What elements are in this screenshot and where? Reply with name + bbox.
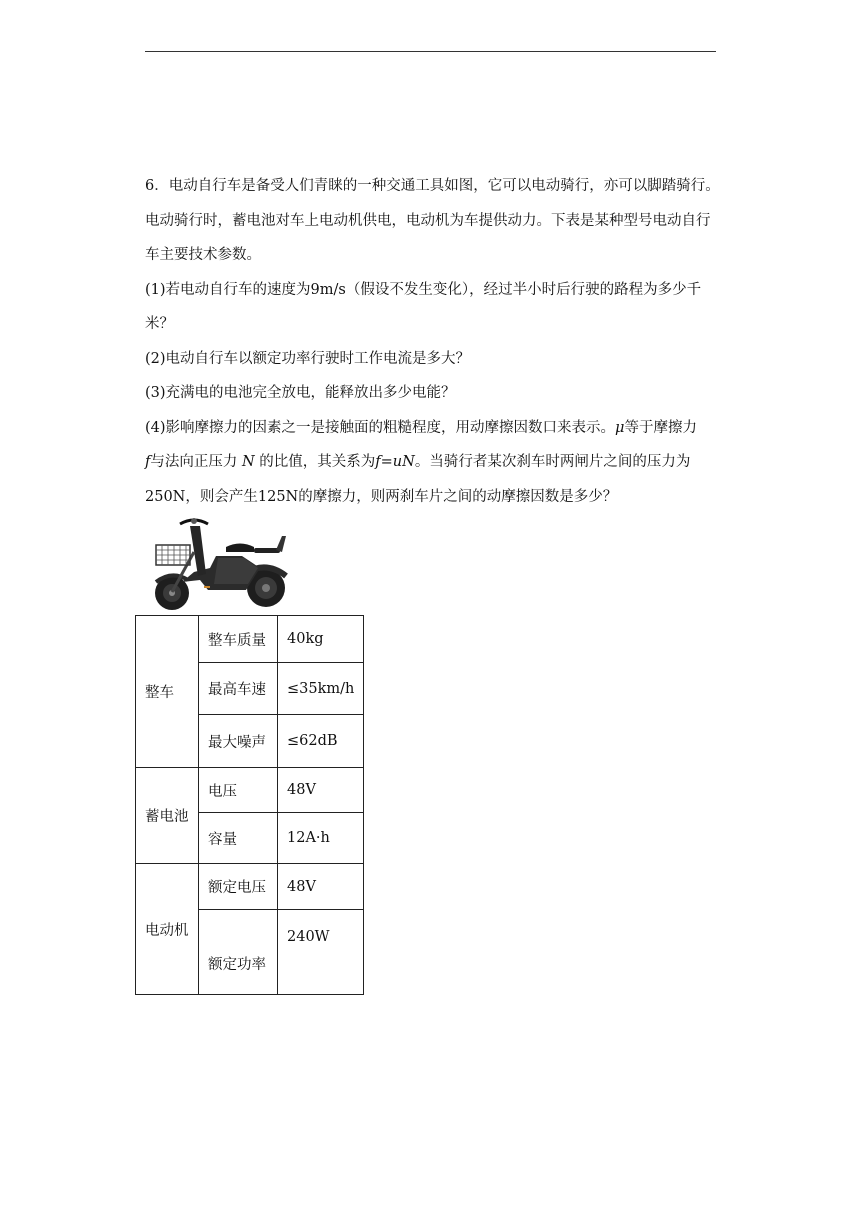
q4-part-e: 。当骑行者某次刹车时两闸片之间的压力为250N，则会产生125N的摩擦力，则两刹车片之间的动摩擦因数是多少？ [145,454,691,505]
spec-table [135,615,364,995]
group-cell: 整车 [136,616,199,768]
param-cell: 容量 [199,813,278,864]
q4-part-b: 等于摩擦力 [624,419,697,436]
table-row [136,768,364,813]
value-cell: 12A·h [278,813,364,864]
value-cell: ≤35km/h [278,663,364,715]
value-cell: ≤62dB [278,715,364,768]
q4-part-a: (4)影响摩擦力的因素之一是接触面的粗糙程度，用动摩擦因数口来表示。 [145,419,616,436]
param-cell: 额定功率 [199,910,278,995]
n-symbol: N [241,454,255,470]
sub-question-1: (1)若电动自行车的速度为9m/s（假设不发生变化），经过半小时后行驶的路程为多少千米？ [145,281,702,332]
sub-question-2: (2)电动自行车以额定功率行驶时工作电流是多大？ [145,350,471,367]
value-cell: 40kg [278,616,364,663]
value-cell: 48V [278,864,364,910]
value-cell: 240W [278,910,364,995]
table-row [136,616,364,663]
question-intro-text: 电动自行车是备受人们青睐的一种交通工具如图，它可以电动骑行，亦可以脚踏骑行。电动骑行时，蓄电池对车上电动机供电，电动机为车提供动力。下表是某种型号电动自行车主要技术参数。 [145,178,720,263]
question-number: 6． [145,178,169,194]
question-block [145,169,720,514]
mu-symbol: μ [615,419,625,436]
friction-formula: f=uN [375,454,415,470]
q4-part-c: 与法向正压力 [150,454,238,470]
param-cell: 最大噪声 [199,715,278,768]
param-cell: 整车质量 [199,616,278,663]
sub-question-3: (3)充满电的电池完全放电，能释放出多少电能？ [145,385,456,401]
group-cell: 蓄电池 [136,768,199,864]
table-row [136,864,364,910]
param-cell: 最高车速 [199,663,278,715]
header-rule [145,51,716,52]
param-cell: 电压 [199,768,278,813]
question-intro [145,169,720,273]
sub-question-4 [145,411,720,515]
value-cell: 48V [278,768,364,813]
param-cell: 额定电压 [199,864,278,910]
q4-part-d: 的比值，其关系为 [259,454,376,470]
f-symbol: f [145,454,151,470]
group-cell: 电动机 [136,864,199,995]
electric-bicycle-icon [150,512,292,615]
electric-bicycle-image [150,512,292,615]
